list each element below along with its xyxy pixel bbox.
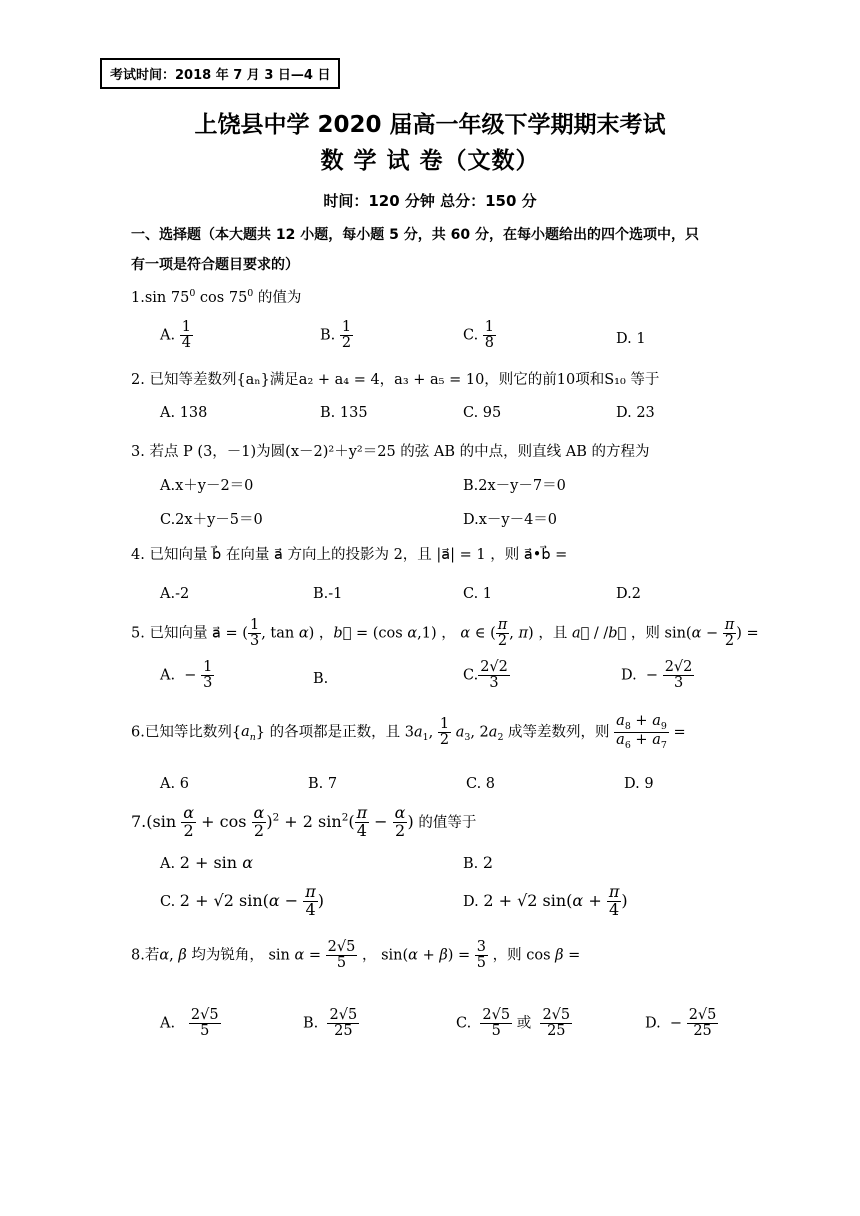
q2-option-c: C. 95 — [463, 405, 502, 421]
q5-prefix: 5. 已知向量 a⃗ = ( — [131, 625, 248, 642]
option-label: C. — [160, 893, 176, 910]
question-1: 1.sin $75^0$ $\cos 75^0$ 的值为 — [131, 288, 302, 306]
q4-option-d: D.2 — [616, 586, 641, 602]
q4-option-a: A.-2 — [160, 586, 190, 602]
denominator: 2 — [341, 335, 352, 352]
q2-option-a: A. 138 — [160, 405, 208, 421]
fraction — [340, 320, 353, 351]
q5-option-a: A. − $\frac{1}{3}$ — [160, 659, 213, 692]
question-8: 8.若α, β 均为锐角， sin α = $\frac{2√5}{5}$ ， sin(α + β) = $\frac{3}{5}$ ，则 cos β = — [131, 939, 581, 972]
q6-option-a: A. 6 — [160, 776, 189, 792]
q2-option-b: B. 135 — [320, 405, 368, 421]
time-score: 时间：120 分钟 总分：150 分 — [323, 192, 537, 210]
option-label: B. — [303, 1015, 319, 1032]
title-line-2: 数 学 试 卷（文数） — [320, 148, 540, 174]
q3-option-a: A.x＋y－2＝0 — [160, 478, 254, 494]
q4-option-c: C. 1 — [463, 586, 493, 602]
option-label: D. — [621, 667, 637, 684]
title-line-1: 上饶县中学 2020 届高一年级下学期期末考试 — [194, 112, 666, 138]
exam-time-text: 考试时间：2018 年 7 月 3 日—4 日 — [110, 68, 331, 83]
option-label: A. — [160, 327, 176, 344]
option-value: 2 — [482, 853, 494, 872]
q3-option-c: C.2x＋y－5＝0 — [160, 512, 263, 528]
numerator: 1 — [484, 319, 495, 335]
q1-number: 1. — [131, 290, 145, 306]
q3-option-b: B.2x－y－7＝0 — [463, 478, 566, 494]
q6-option-b: B. 7 — [308, 776, 338, 792]
numerator: 1 — [181, 319, 191, 335]
option-label: B. — [313, 671, 329, 687]
section-heading: 一、选择题（本大题共 12 小题，每小题 5 分，共 60 分，在每小题给出的四个选项中，只 — [131, 227, 699, 243]
question-3: 3. 若点 P (3，－1)为圆(x－2)²＋y²＝25 的弦 AB 的中点，则直线 AB 的方程为 — [131, 444, 650, 460]
q1-option-c — [463, 320, 496, 351]
fraction — [483, 320, 496, 351]
option-label: C. — [463, 327, 479, 344]
q1-option-b — [320, 320, 353, 351]
q8-option-c: C. $\frac{2√5}{5}$ 或 $\frac{2√5}{25}$ — [456, 1007, 571, 1040]
option-label: D. — [645, 1015, 661, 1032]
q1-option-a — [160, 320, 193, 351]
question-6: 6.已知等比数列$\{a_n\}$ 的各项都是正数，且 $3a_1$, $\frac{1}{2}$ $a_3$, $2a_2$ 成等差数列，则 $\frac{a_8 + a_9}{a_6 + a_7}$ = — [131, 713, 686, 751]
denominator: 8 — [484, 335, 495, 352]
numerator: 1 — [341, 319, 352, 335]
fraction — [180, 320, 193, 351]
option-label: C. — [456, 1015, 472, 1032]
option-label: D. — [616, 331, 632, 347]
or-word: 或 — [516, 1015, 532, 1032]
option-value: 1 — [636, 331, 646, 347]
q7-option-c: C. 2 + √2 sin(α − $\frac{\pi}{4}$ ) — [160, 882, 325, 919]
q7-option-b — [463, 853, 493, 872]
question-4: 4. 已知向量 b⃗ 在向量 a⃗ 方向上的投影为 2，且 |a⃗| = 1 ，则 a⃗•b⃗ = — [131, 547, 568, 563]
question-2: 2. 已知等差数列{aₙ}满足a₂ + a₄ = 4，a₃ + a₅ = 10，则它的前10项和S₁₀ 等于 — [131, 372, 660, 388]
question-5: 5. 已知向量 a⃗ = ( $\frac{1}{3}$ , tan α) ，b⃗ = (cos α,1) ， α ∈ ( $\frac{\pi}{2}$ , π) ，且 a⃗ / /b⃗ ，则 sin(α − $\frac{\pi}{2}$ ) = — [131, 617, 759, 650]
option-label: B. — [320, 327, 336, 344]
q5-option-d: D. − $\frac{2√2}{3}$ — [621, 659, 693, 692]
q5-option-c: C. $\frac{2√2}{3}$ — [463, 659, 508, 692]
q6-option-c: C. 8 — [466, 776, 496, 792]
question-7: 7.(sin $\frac{\alpha}{2}$ + cos $\frac{\alpha}{2}$ )$^2$ + 2 $\sin^2$( $\frac{\pi}{4}$ − $\frac{\alpha}{2}$ ) 的值等于 — [131, 803, 477, 840]
q8-option-a: A. $\frac{2√5}{5}$ — [160, 1007, 219, 1040]
q8-prefix: 8.若 — [131, 947, 160, 964]
option-label: A. — [160, 856, 176, 872]
q6-option-d: D. 9 — [624, 776, 654, 792]
q4-option-b: B.-1 — [313, 586, 343, 602]
option-label: A. — [160, 1015, 176, 1032]
q7-suffix: 的值等于 — [413, 814, 477, 831]
section-heading-cont: 有一项是符合题目要求的） — [131, 257, 299, 273]
exam-time-box — [100, 58, 340, 89]
option-label: B. — [463, 856, 479, 872]
q5-option-b — [313, 671, 328, 687]
q8-option-d: D. − $\frac{2√5}{25}$ — [645, 1007, 717, 1040]
q8-option-b: B. $\frac{2√5}{25}$ — [303, 1007, 358, 1040]
q2-option-d: D. 23 — [616, 405, 655, 421]
q6-prefix: 6.已知等比数列 — [131, 724, 232, 741]
option-label: C. — [463, 667, 479, 684]
q7-option-a: A. 2 + sin α — [160, 853, 253, 872]
q3-option-d: D.x－y－4＝0 — [463, 512, 558, 528]
q7-option-d: D. 2 + √2 sin(α + $\frac{\pi}{4}$ ) — [463, 882, 628, 919]
option-label: D. — [463, 893, 479, 910]
q1-option-d — [616, 331, 646, 347]
q1-stem-suffix: 的值为 — [253, 290, 302, 306]
denominator: 4 — [181, 335, 191, 352]
option-label: A. — [160, 667, 176, 684]
